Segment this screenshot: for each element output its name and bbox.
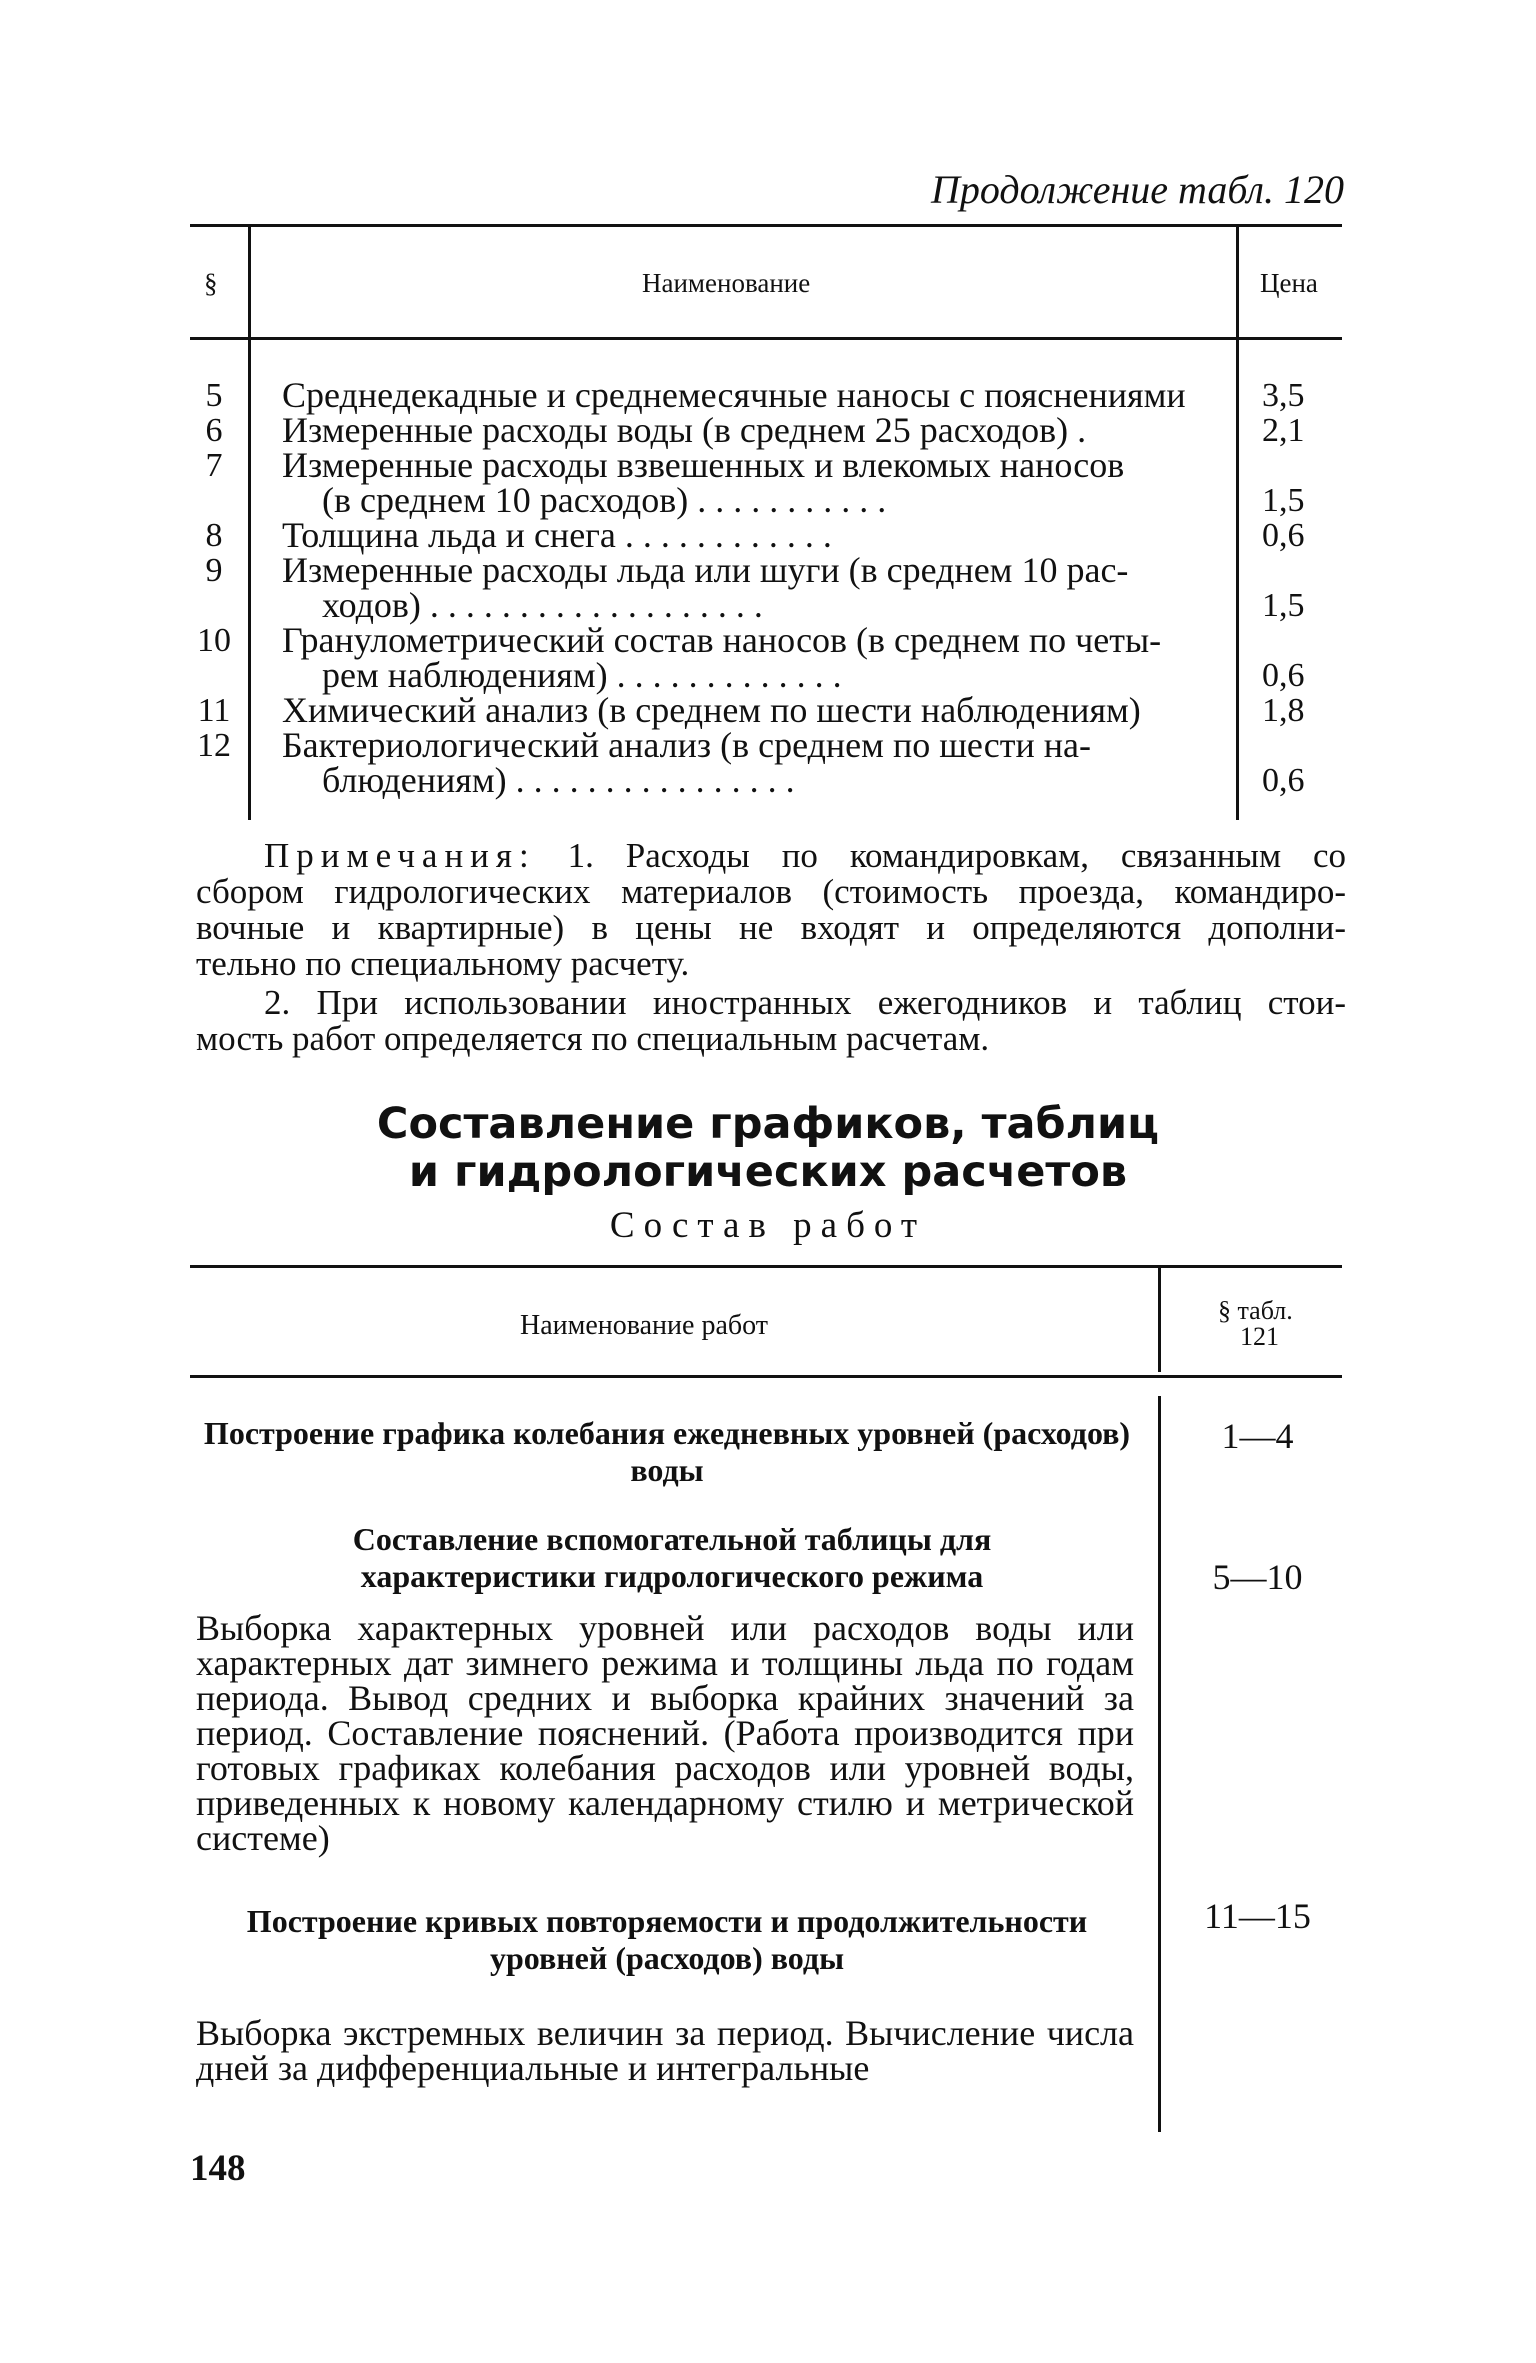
col-header-name: Наименование xyxy=(642,268,811,298)
col-header-section: § xyxy=(204,268,218,298)
notes-label: Примечания: xyxy=(264,836,536,875)
work-heading: Составление вспомогательной таблицы для характеристики гидрологического режима xyxy=(352,1521,992,1594)
row-price: 0,6 xyxy=(1262,517,1305,554)
table-header-rule xyxy=(190,337,1342,340)
note-text: 1. Расходы по командировкам, связанным со xyxy=(567,836,1347,875)
row-number: 12 xyxy=(197,727,231,764)
work-ref: 5—10 xyxy=(1212,1557,1303,1597)
work-ref: 1—4 xyxy=(1221,1416,1294,1456)
table-header-rule xyxy=(190,1375,1342,1378)
work-description: Выборка экстремных величин за период. Вычисление числа дней за дифференциальные и интегральные xyxy=(196,2013,1134,2088)
row-price: 1,5 xyxy=(1262,482,1305,519)
row-name-cont: рем наблюдениям) . . . . . . . . . . . . . xyxy=(322,655,842,695)
row-name: Измеренные расходы льда или шуги (в среднем 10 рас- xyxy=(282,550,1129,590)
row-number: 8 xyxy=(205,517,223,554)
row-price: 0,6 xyxy=(1262,657,1305,694)
col-header-works: Наименование работ xyxy=(520,1310,768,1341)
work-heading: Построение графика колебания ежедневных уровней (расходов) воды xyxy=(203,1415,1131,1488)
row-name: Гранулометрический состав наносов (в среднем по четы- xyxy=(282,620,1162,660)
row-name-cont: блюдениям) . . . . . . . . . . . . . . . . xyxy=(322,760,795,800)
row-name: Химический анализ (в среднем по шести наблюдениям) xyxy=(282,690,1141,730)
row-price: 3,5 xyxy=(1262,377,1305,414)
row-name: Измеренные расходы взвешенных и влекомых наносов xyxy=(282,445,1125,485)
section-title-line2: и гидрологических расчетов xyxy=(408,1147,1128,1197)
table-col-divider xyxy=(248,224,251,820)
section-subtitle: Состав работ xyxy=(609,1205,927,1246)
row-price: 1,8 xyxy=(1262,692,1305,729)
note-line: мость работ определяется по специальным расчетам. xyxy=(196,1019,990,1058)
row-name-cont: (в среднем 10 расходов) . . . . . . . . . . . xyxy=(322,480,887,520)
work-description: Выборка характерных уровней или расходов воды или характерных дат зимнего режима и толщины льда по годам периода. Вывод средних и выборка крайних значений за период. Составление пояснений. (Работа производится при готовых графиках колебания расходов или уровней воды, приведенных к новому календарному стилю и метрической системе) xyxy=(196,1608,1134,1858)
col-header-ref-number: 121 xyxy=(1240,1322,1279,1351)
row-number: 9 xyxy=(205,552,223,589)
note-line: тельно по специальному расчету. xyxy=(196,944,690,983)
table-col-divider xyxy=(1236,224,1239,820)
page-number: 148 xyxy=(190,2148,246,2189)
row-price: 0,6 xyxy=(1262,762,1305,799)
row-name: Толщина льда и снега . . . . . . . . . . . . xyxy=(282,515,832,555)
row-name: Измеренные расходы воды (в среднем 25 расходов) . xyxy=(282,410,1087,450)
row-name: Среднедекадные и среднемесячные наносы с пояснениями xyxy=(282,375,1186,415)
row-number: 10 xyxy=(197,622,231,659)
col-header-ref: § табл. xyxy=(1218,1296,1293,1325)
work-heading: Построение кривых повторяемости и продолжительности уровней (расходов) воды xyxy=(246,1903,1088,1976)
table-top-rule xyxy=(190,224,1342,227)
row-number: 5 xyxy=(205,377,223,414)
note-line: сбором гидрологических материалов (стоимость проезда, командиро- xyxy=(196,872,1346,911)
table-col-divider xyxy=(1158,1396,1161,2132)
row-number: 7 xyxy=(205,447,223,484)
row-name-cont: ходов) . . . . . . . . . . . . . . . . . . . xyxy=(322,585,763,625)
table-col-divider xyxy=(1158,1268,1161,1372)
row-price: 2,1 xyxy=(1262,412,1305,449)
table-continuation-title: Продолжение табл. 120 xyxy=(930,167,1344,212)
note-line xyxy=(264,838,1346,874)
section-title: Составление графиков, таблиц xyxy=(376,1099,1160,1149)
table-top-rule xyxy=(190,1265,1342,1268)
row-price: 1,5 xyxy=(1262,587,1305,624)
row-number: 11 xyxy=(197,692,231,729)
row-name: Бактериологический анализ (в среднем по шести на- xyxy=(282,725,1092,765)
work-ref: 11—15 xyxy=(1204,1896,1311,1936)
note-line: вочные и квартирные) в цены не входят и определяются дополни- xyxy=(196,908,1346,947)
col-header-price: Цена xyxy=(1260,268,1318,298)
note-line: 2. При использовании иностранных ежегодников и таблиц стои- xyxy=(264,983,1346,1022)
row-number: 6 xyxy=(205,412,223,449)
